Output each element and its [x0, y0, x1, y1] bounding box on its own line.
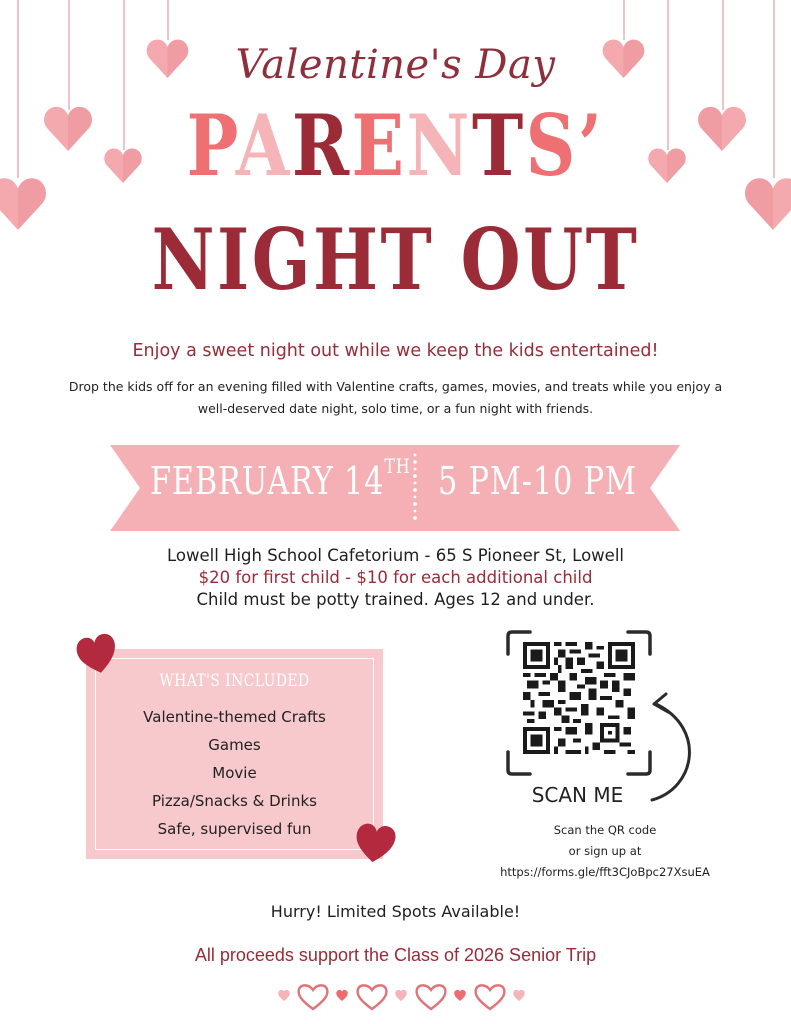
script-heading: Valentine's Day	[235, 42, 556, 88]
event-time: 5 PM-10 PM	[438, 459, 637, 503]
list-item: Safe, supervised fun	[157, 820, 312, 838]
heart-row-decoration-icon	[276, 982, 526, 1012]
signup-instructions-line: or sign up at	[568, 844, 642, 858]
heart-string	[17, 0, 19, 178]
pricing: $20 for first child - $10 for each additional child	[198, 568, 593, 587]
proceeds-text: All proceeds support the Class of 2026 Senior Trip	[194, 945, 597, 965]
heart-divider-icon	[410, 452, 420, 524]
tagline: Enjoy a sweet night out while we keep the kids entertained!	[132, 341, 659, 361]
title-parents	[71, 96, 720, 195]
curved-arrow-icon	[636, 688, 700, 806]
list-item: Pizza/Snacks & Drinks	[152, 792, 317, 810]
title-letter: S’	[525, 96, 605, 195]
whats-included-box	[86, 649, 383, 859]
title-letter: T	[471, 96, 526, 195]
whats-included-list	[96, 703, 373, 843]
location: Lowell High School Cafetorium - 65 S Pioneer St, Lowell	[166, 546, 624, 565]
description-line: well-deserved date night, solo time, or a fun night with friends.	[197, 401, 594, 416]
event-date-text: FEBRUARY 14	[150, 459, 385, 503]
title-night-out: NIGHT OUT	[151, 210, 640, 309]
description-line: Drop the kids off for an evening filled with Valentine crafts, games, movies, and treats while you enjoy a	[68, 379, 723, 394]
heart-string	[773, 0, 775, 178]
title-letter: E	[351, 96, 407, 195]
event-date-suffix: TH	[384, 454, 411, 478]
title-letter: N	[406, 96, 472, 195]
event-date	[150, 454, 411, 503]
title-letter: P	[186, 96, 236, 195]
requirements: Child must be potty trained. Ages 12 and under.	[196, 590, 595, 609]
list-item: Movie	[212, 764, 257, 782]
red-heart-icon	[351, 820, 398, 865]
urgency-text: Hurry! Limited Spots Available!	[270, 902, 521, 921]
heart-string	[623, 0, 625, 40]
whats-included-border	[95, 658, 374, 850]
whats-included-title: WHAT'S INCLUDED	[159, 671, 310, 691]
scan-me-label: SCAN ME	[531, 783, 624, 807]
description	[40, 376, 751, 420]
signup-instructions-line: Scan the QR code	[553, 823, 657, 837]
list-item: Valentine-themed Crafts	[143, 708, 326, 726]
list-item: Games	[208, 736, 261, 754]
hanging-heart-icon	[745, 176, 791, 230]
title-letter: R	[291, 96, 352, 195]
qr-code[interactable]	[523, 642, 635, 754]
title-letter: A	[235, 96, 292, 195]
heart-string	[167, 0, 169, 40]
red-heart-icon	[72, 630, 121, 678]
signup-instructions	[455, 820, 755, 883]
hanging-heart-icon	[0, 176, 46, 230]
signup-url-link[interactable]: https://forms.gle/fft3CJoBpc27XsuEA	[500, 865, 710, 879]
